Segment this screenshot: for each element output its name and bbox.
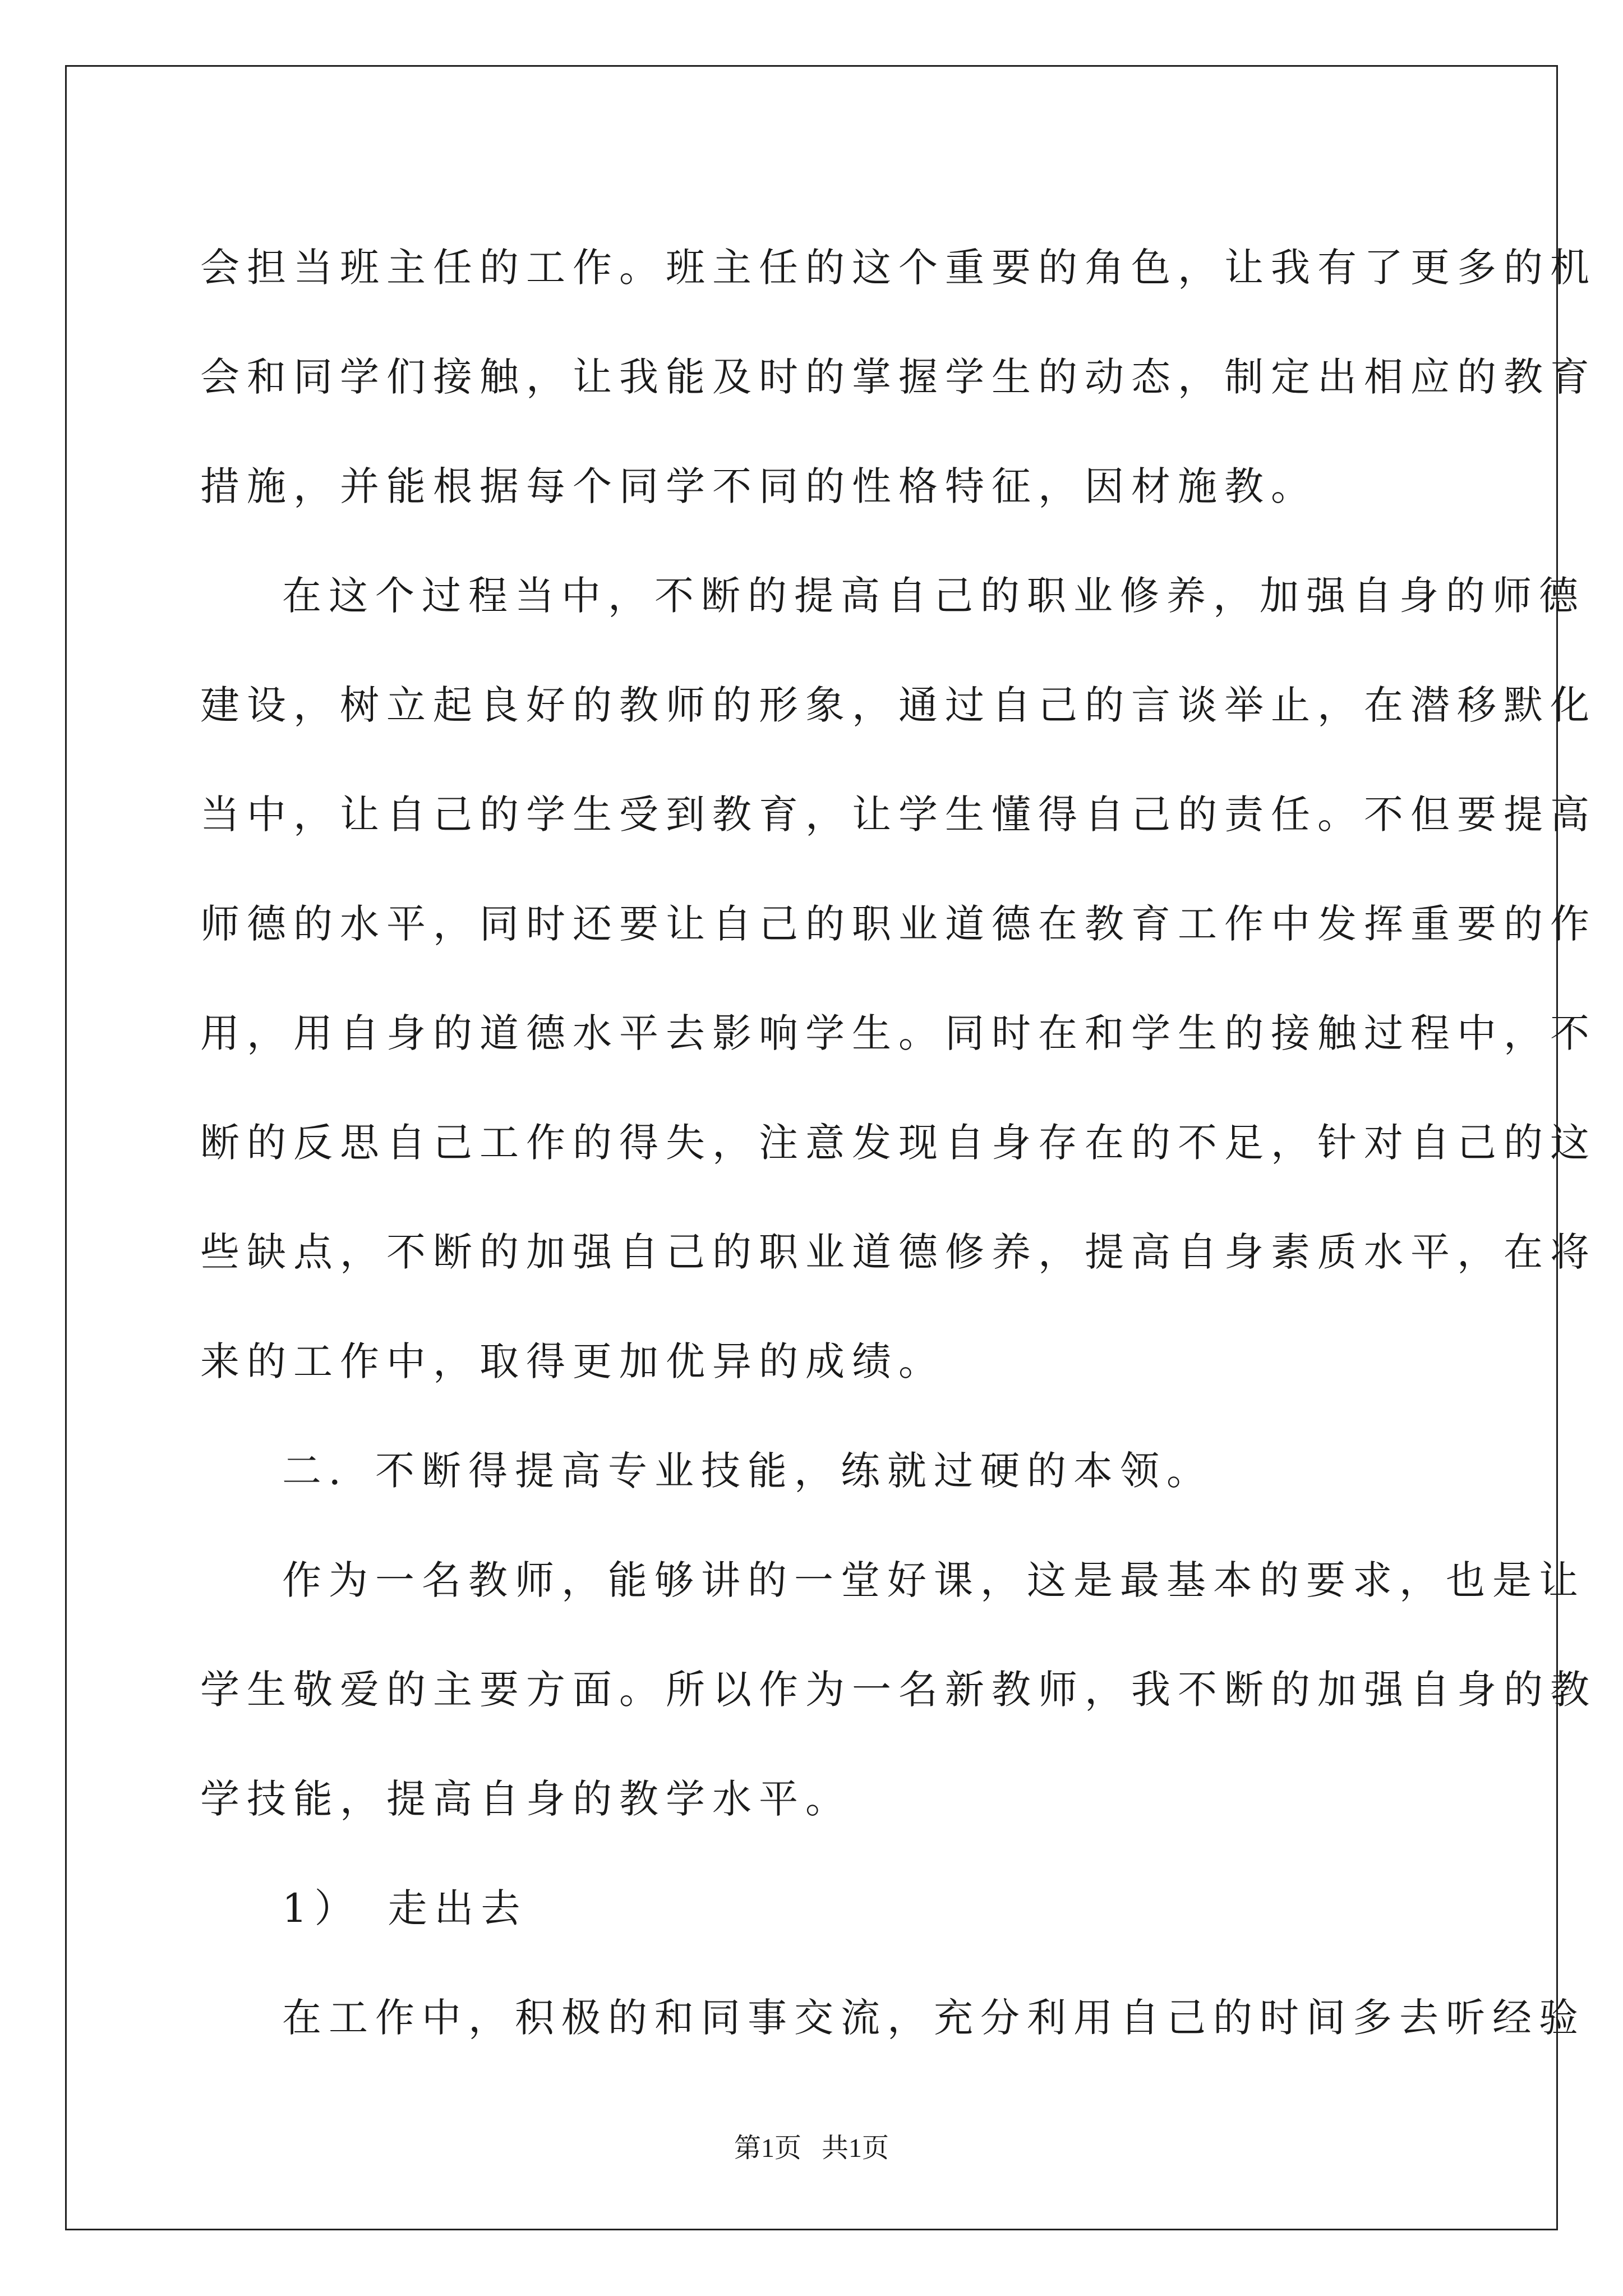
- text-line: 些缺点，不断的加强自己的职业道德修养，提高自身素质水平，在将: [200, 1229, 1597, 1275]
- text-line: 在这个过程当中，不断的提高自己的职业修养，加强自身的师德: [282, 573, 1585, 619]
- text-line: 师德的水平，同时还要让自己的职业道德在教育工作中发挥重要的作: [200, 901, 1597, 947]
- paragraph-4: [200, 1526, 1597, 1854]
- text-line: 二．不断得提高专业技能，练就过硬的本领。: [282, 1448, 1213, 1494]
- text-line: 1） 走出去: [282, 1885, 528, 1931]
- text-line: 作为一名教师，能够讲的一堂好课，这是最基本的要求，也是让: [282, 1557, 1585, 1603]
- text-line: 学生敬爱的主要方面。所以作为一名新教师，我不断的加强自身的教: [200, 1667, 1597, 1713]
- text-line: 措施，并能根据每个同学不同的性格特征，因材施教。: [200, 463, 1317, 509]
- page-number: 第1页: [734, 2133, 801, 2163]
- paragraph-6: [200, 1963, 1585, 2073]
- text-line: 来的工作中，取得更加优异的成绩。: [200, 1338, 945, 1384]
- text-line: 当中，让自己的学生受到教育，让学生懂得自己的责任。不但要提高: [200, 792, 1597, 838]
- text-line: 断的反思自己工作的得失，注意发现自身存在的不足，针对自己的这: [200, 1120, 1597, 1166]
- list-item-heading: [200, 1854, 1434, 1963]
- text-line: 在工作中，积极的和同事交流，充分利用自己的时间多去听经验: [282, 1995, 1585, 2041]
- text-line: 会和同学们接触，让我能及时的掌握学生的动态，制定出相应的教育: [200, 354, 1597, 400]
- text-line: 用，用自身的道德水平去影响学生。同时在和学生的接触过程中，不: [200, 1010, 1597, 1056]
- text-line: 建设，树立起良好的教师的形象，通过自己的言谈举止，在潜移默化: [200, 682, 1597, 728]
- text-line: 会担当班主任的工作。班主任的这个重要的角色，让我有了更多的机: [200, 245, 1597, 291]
- section-heading: [200, 1416, 1434, 1526]
- paragraph-1: [200, 213, 1597, 541]
- total-pages: 共1页: [822, 2133, 889, 2163]
- text-line: 学技能，提高自身的教学水平。: [200, 1776, 852, 1822]
- document-body: [200, 213, 1597, 2073]
- paragraph-2: [200, 541, 1597, 1416]
- page-footer: [0, 2132, 1623, 2165]
